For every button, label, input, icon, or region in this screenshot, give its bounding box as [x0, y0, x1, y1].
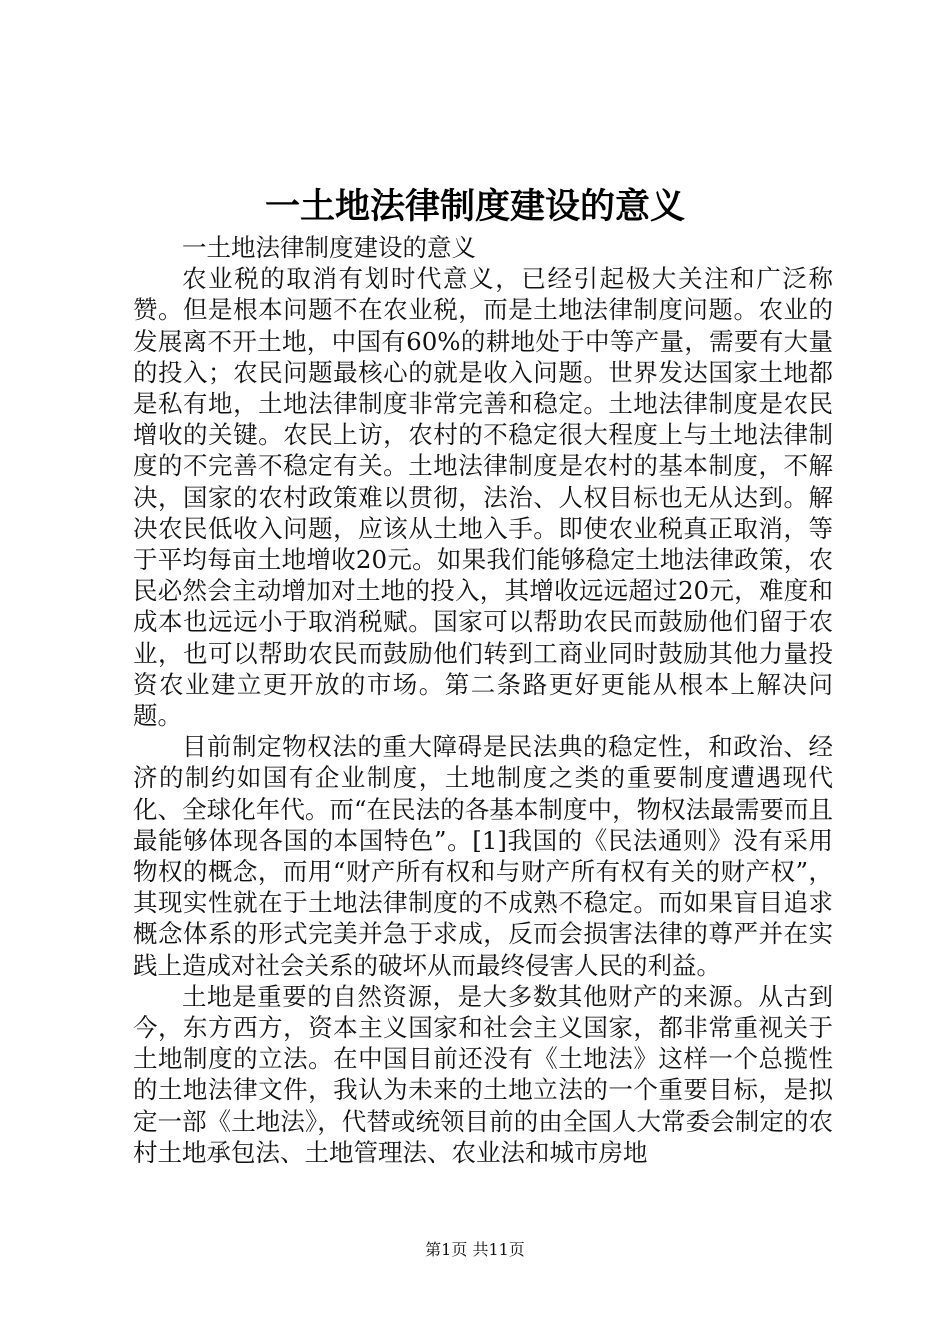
paragraph-2: 目前制定物权法的重大障碍是民法典的稳定性，和政治、经济的制约如国有企业制度，土地制度之类的重要制度遭遇现代化、全球化年代。而“在民法的各基本制度中，物权法最需要而且最能够体现各国的本国特色”。[1]我国的《民法通则》没有采用物权的概念，而用“财产所有权和与财产所有权有关的财产权”，其现实性就在于土地法律制度的不成熟不稳定。而如果盲目追求概念体系的形式完美并急于求成，反而会损害法律的尊严并在实践上造成对社会关系的破坏从而最终侵害人民的利益。 — [133, 732, 833, 980]
document-body — [133, 232, 833, 1168]
paragraph-1: 农业税的取消有划时代意义，已经引起极大关注和广泛称赞。但是根本问题不在农业税，而是土地法律制度问题。农业的发展离不开土地，中国有60%的耕地处于中等产量，需要有大量的投入；农民问题最核心的就是收入问题。世界发达国家土地都是私有地，土地法律制度非常完善和稳定。土地法律制度是农民增收的关键。农民上访，农村的不稳定很大程度上与土地法律制度的不完善不稳定有关。土地法律制度是农村的基本制度，不解决，国家的农村政策难以贯彻，法治、人权目标也无从达到。解决农民低收入问题，应该从土地入手。即使农业税真正取消，等于平均每亩土地增收20元。如果我们能够稳定土地法律政策，农民必然会主动增加对土地的投入，其增收远远超过20元，难度和成本也远远小于取消税赋。国家可以帮助农民而鼓励他们留于农业，也可以帮助农民而鼓励他们转到工商业同时鼓励其他力量投资农业建立更开放的市场。第二条路更好更能从根本上解决问题。 — [133, 264, 833, 731]
document-title: 一土地法律制度建设的意义 — [264, 186, 685, 227]
paragraph-3: 土地是重要的自然资源，是大多数其他财产的来源。从古到今，东方西方，资本主义国家和社会主义国家，都非常重视关于土地制度的立法。在中国目前还没有《土地法》这样一个总揽性的土地法律文件，我认为未来的土地立法的一个重要目标，是拟定一部《土地法》，代替或统领目前的由全国人大常委会制定的农村土地承包法、土地管理法、农业法和城市房地 — [133, 981, 833, 1167]
paragraph-subtitle: 一土地法律制度建设的意义 — [182, 233, 476, 262]
page-number-footer: 第1页 共11页 — [425, 1240, 525, 1259]
